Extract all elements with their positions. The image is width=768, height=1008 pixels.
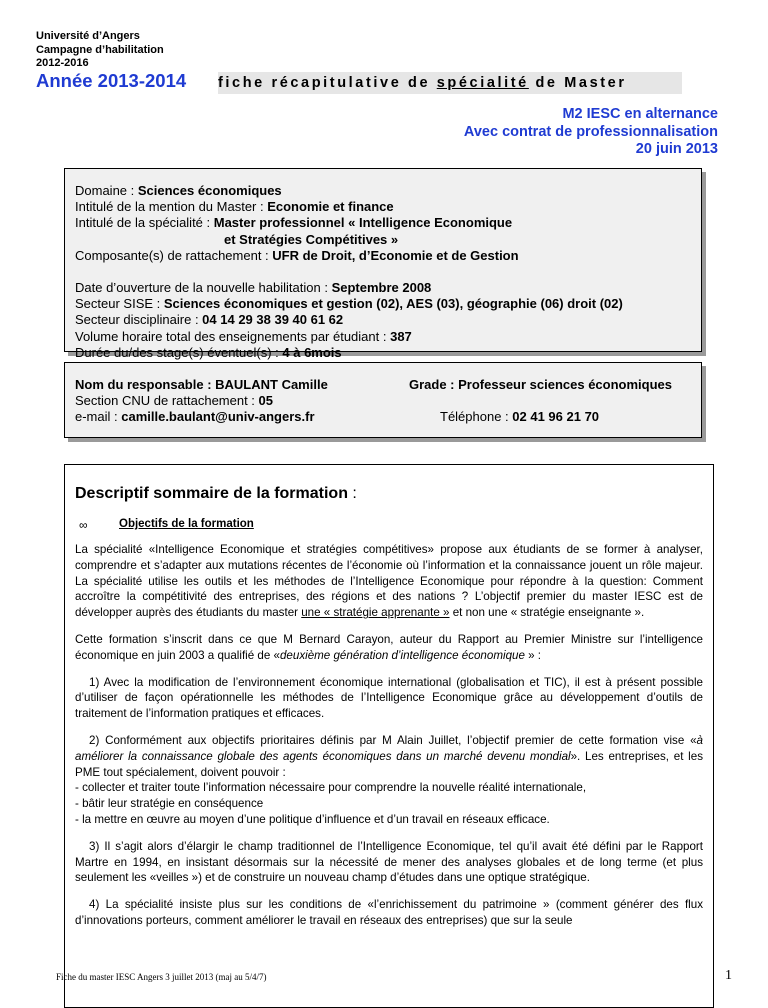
duree-stage-line: Durée du/des stage(s) éventuel(s) : 4 à 6mois	[75, 344, 342, 360]
list-item: - bâtir leur stratégie en conséquence	[75, 797, 264, 811]
campaign-label: Campagne d’habilitation	[36, 43, 164, 56]
volume-horaire-line: Volume horaire total des enseignements par étudiant : 387	[75, 328, 412, 344]
page-footer: Fiche du master IESC Angers 3 juillet 2013 (maj au 5/4/7)	[56, 972, 267, 982]
domaine-line: Domaine : Sciences économiques	[75, 183, 282, 198]
page-number: 1	[725, 968, 732, 983]
responsable-box	[64, 362, 702, 438]
master-info-box	[64, 168, 702, 360]
campaign-years: 2012-2016	[36, 57, 89, 69]
university-name: Université d’Angers	[36, 30, 140, 42]
paragraph-point-3: 3) Il s’agit alors d’élargir le champ traditionnel de l’Intelligence Economique, tel qu’il avait été défini par le Rapport Martre en 1994, en insistant désormais sur la nécessité de mener des analyses globales et de long terme (et plus seulement les «veilles ») et de construire un nouveau champ d’études dans une optique stratégique.	[75, 839, 703, 885]
academic-year: Année 2013-2014	[36, 70, 187, 91]
title-part-1: fiche récapitulative de	[218, 75, 437, 91]
specialite-line: Intitulé de la spécialité : Master professionnel « Intelligence Economique	[75, 215, 513, 231]
program-subheader	[464, 106, 718, 159]
secteur-disciplinaire-line: Secteur disciplinaire : 04 14 29 38 39 40 61 62	[75, 312, 344, 328]
list-item: - collecter et traiter toute l’information nécessaire pour comprendre la nouvelle réalité internationale,	[75, 781, 587, 795]
composante-line: Composante(s) de rattachement : UFR de Droit, d’Economie et de Gestion	[75, 247, 519, 263]
descriptif-body	[75, 542, 703, 940]
mention-line: Intitulé de la mention du Master : Economie et finance	[75, 199, 394, 215]
infinity-bullet-icon: ∞	[79, 518, 88, 532]
responsable-name: Nom du responsable : BAULANT Camille	[75, 377, 328, 392]
paragraph-point-1: 1) Avec la modification de l’environnement économique international (globalisation et TIC), il est à présent possible d’utiliser de façon opérationnelle les méthodes de l’Intelligence Economique grâce au développement d’outils de traitement de l’information pratiques et efficaces.	[75, 675, 703, 721]
title-underlined: spécialité	[436, 75, 529, 91]
document-title-banner	[218, 72, 682, 94]
date-ouverture-line: Date d’ouverture de la nouvelle habilitation : Septembre 2008	[75, 280, 432, 296]
program-contract: Avec contrat de professionnalisation	[463, 123, 718, 140]
paragraph-intro: La spécialité «Intelligence Economique et stratégies compétitives» propose aux étudiants de se former à analyser, comprendre et s’adapter aux mutations récentes de l’économie où l’information et la connaissance jouent un rôle majeur. La spécialité utilise les outils et les méthodes de l’Intelligence Economique pour répondre à la question: Comment accroître la compétitivité des entreprises, des régions et des nations ? L’objectif premier du master IESC est de développer auprès des étudiants du master une « stratégie apprenante » et non une « stratégie enseignante ».	[75, 543, 703, 620]
grade-line: Grade : Professeur sciences économiques	[409, 377, 672, 392]
objectifs-heading: Objectifs de la formation	[119, 518, 254, 530]
cnu-section-line: Section CNU de rattachement : 05	[75, 393, 273, 409]
title-part-2: de Master	[528, 75, 627, 91]
program-name: M2 IESC en alternance	[562, 106, 718, 122]
secteur-sise-line: Secteur SISE : Sciences économiques et gestion (02), AES (03), géographie (06) droit (02)	[75, 296, 623, 312]
program-date: 20 juin 2013	[635, 141, 718, 157]
paragraph-carayon: Cette formation s’inscrit dans ce que M Bernard Carayon, auteur du Rapport au Premier Ministre sur l’intelligence économique en juin 2003 a qualifié de «deuxième génération d’intelligence économique » :	[75, 632, 703, 662]
paragraph-point-4: 4) La spécialité insiste plus sur les conditions de «l’enrichissement du patrimoine » (comment générer des flux d’innovations porteurs, comment améliorer le travail en réseaux des entreprises) que sur la seule	[75, 898, 703, 927]
specialite-line-2: et Stratégies Compétitives »	[224, 231, 399, 247]
list-item: - la mettre en œuvre au moyen d’une politique d’influence et d’un travail en réseaux efficace.	[75, 812, 550, 826]
descriptif-title: Descriptif sommaire de la formation :	[75, 485, 357, 502]
paragraph-point-2: 2) Conformément aux objectifs prioritaires définis par M Alain Juillet, l’objectif premier de cette formation vise «à améliorer la connaissance globale des agents économiques dans un marché devenu mondial». Les entreprises, et les PME tout spécialement, doivent pouvoir :	[75, 733, 704, 779]
email-line: e-mail : camille.baulant@univ-angers.fr	[75, 409, 315, 425]
email-value[interactable]: camille.baulant@univ-angers.fr	[121, 409, 315, 425]
descriptif-box	[64, 464, 714, 1008]
university-header	[36, 30, 164, 71]
telephone-line: Téléphone : 02 41 96 21 70	[440, 409, 600, 424]
